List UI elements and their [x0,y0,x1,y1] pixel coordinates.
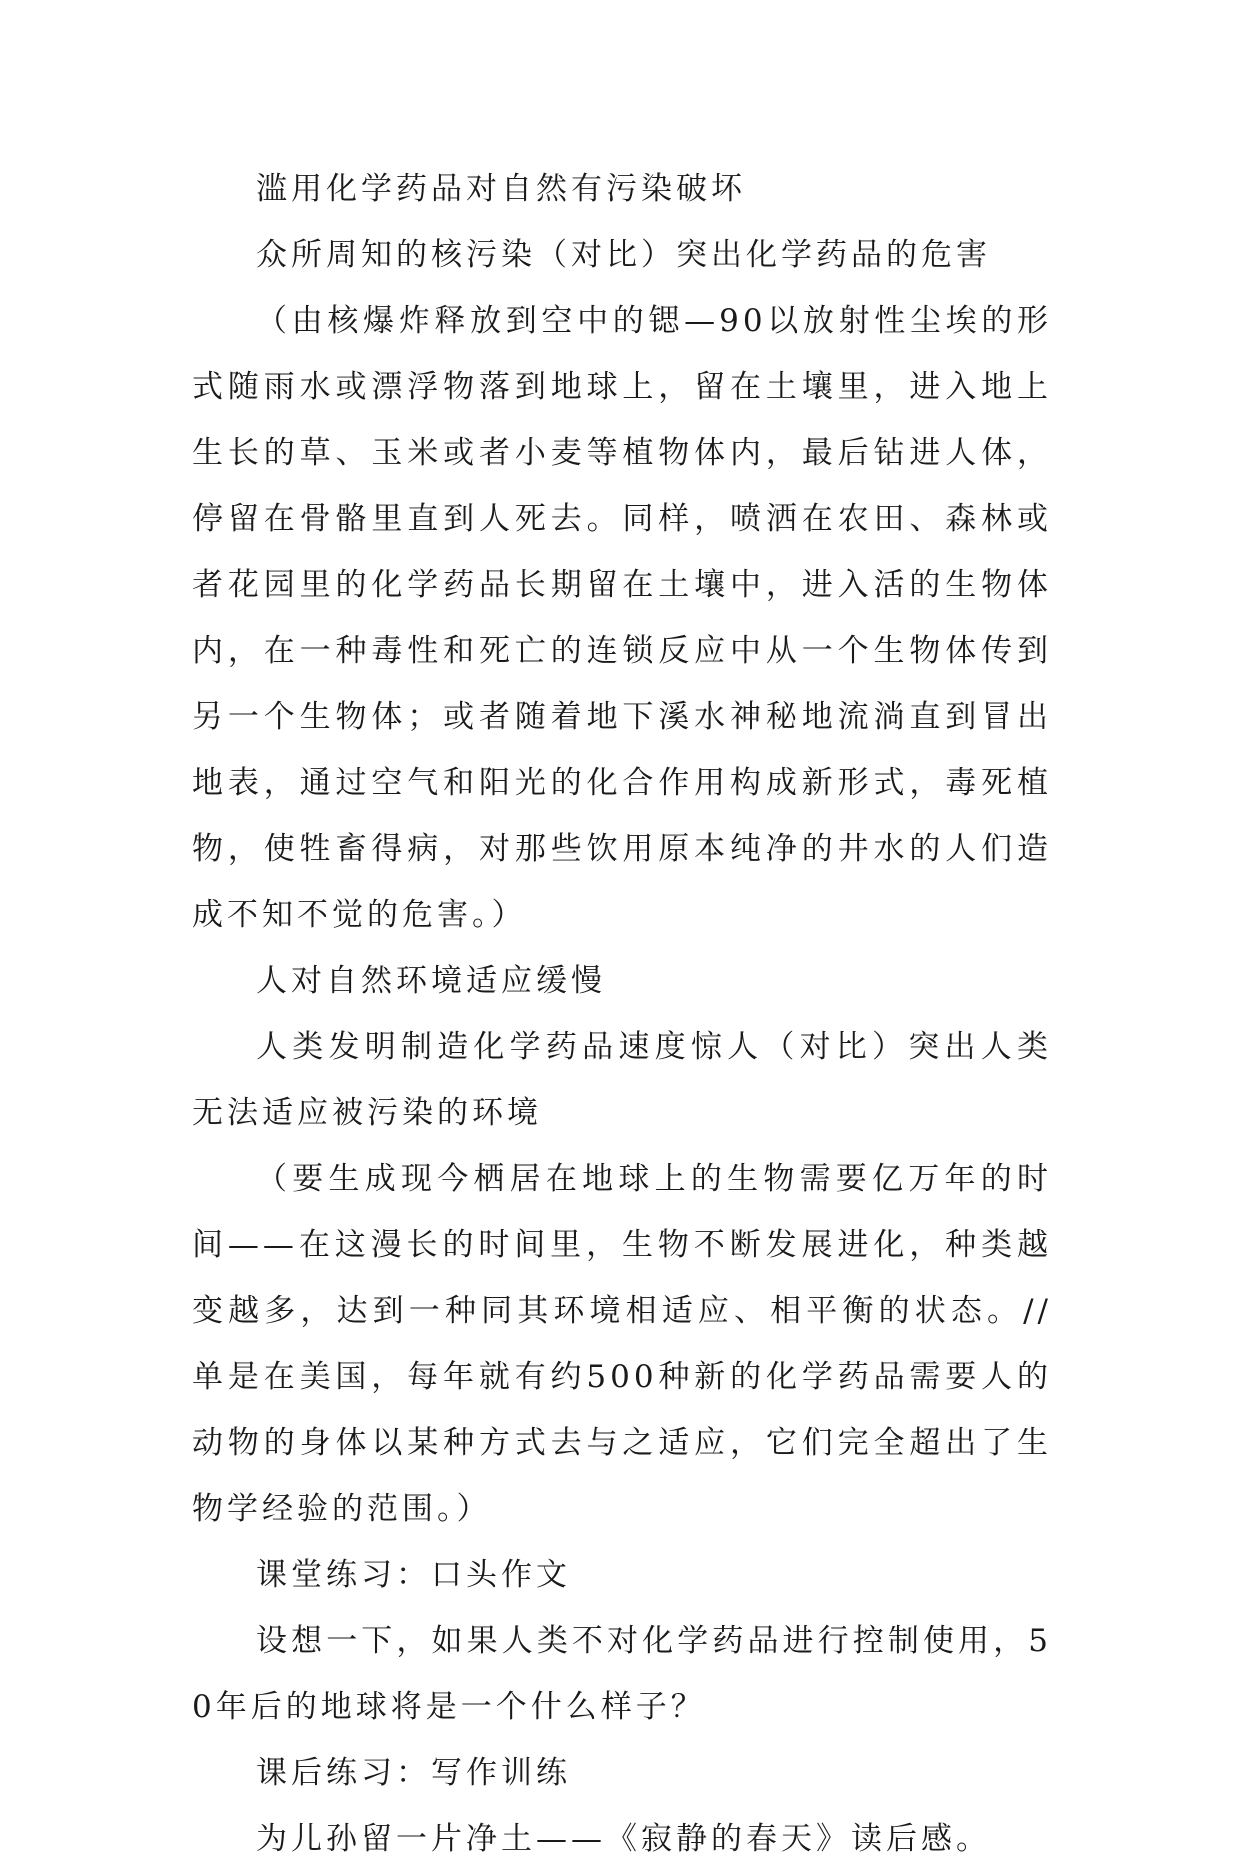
contrast-nuclear-pollution: 众所周知的核污染（对比）突出化学药品的危害 [256,237,991,273]
quote-evolution-timescale: （要生成现今栖居在地球上的生物需要亿万年的时间——在这漫长的时间里，生物不断发展进化，种类越变越多，达到一种同其环境相适应、相平衡的状态。//单是在美国，每年就有约500种新的化学药品需要人的动物的身体以某种方式去与之适应，它们完全超出了生物学经验的范围。） [192,1161,1052,1527]
homework-prompt: 为儿孙留一片净土——《寂静的春天》读后感。 [256,1821,991,1857]
heading-abuse-of-chemicals: 滥用化学药品对自然有污染破坏 [256,171,746,207]
quote-strontium-90: （由核爆炸释放到空中的锶—90以放射性尘埃的形式随雨水或漂浮物落到地球上，留在土壤里，进入地上生长的草、玉米或者小麦等植物体内，最后钻进人体，停留在骨骼里直到人死去。同样，喷洒在农田、森林或者花园里的化学药品长期留在土壤中，进入活的生物体内，在一种毒性和死亡的连锁反应中从一个生物体传到另一个生物体；或者随着地下溪水神秘地流淌直到冒出地表，通过空气和阳光的化合作用构成新形式，毒死植物，使牲畜得病，对那些饮用原本纯净的井水的人们造成不知不觉的危害。） [192,303,1052,933]
document-page [192,156,1052,1872]
heading-slow-adaptation: 人对自然环境适应缓慢 [256,963,606,999]
heading-class-exercise: 课堂练习：口头作文 [256,1557,571,1593]
heading-homework: 课后练习：写作训练 [256,1755,571,1791]
class-exercise-prompt: 设想一下，如果人类不对化学药品进行控制使用，50年后的地球将是一个什么样子？ [192,1623,1052,1725]
contrast-chemical-invention-speed: 人类发明制造化学药品速度惊人（对比）突出人类无法适应被污染的环境 [192,1029,1052,1131]
